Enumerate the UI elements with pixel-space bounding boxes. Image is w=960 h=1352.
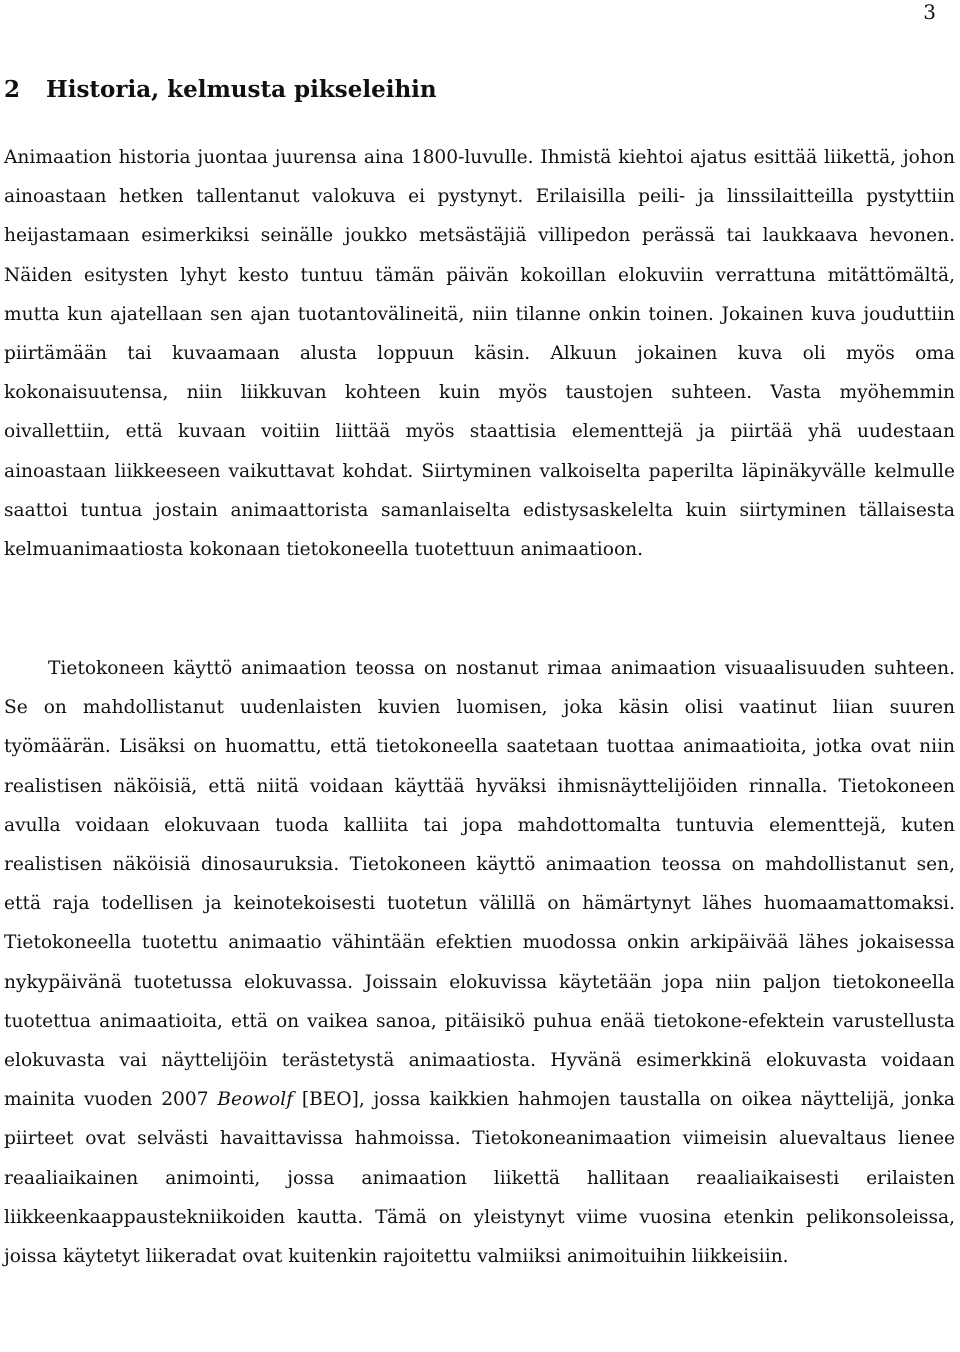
paragraph-text-end: [BEO], jossa kaikkien hahmojen taustalla on oikea näyttelijä, jonka piirteet ovat selvästi havaittavissa hahmoissa. Tietokoneanimaation viimeisin aluevaltaus lienee reaaliaikainen animointi, jossa animaation liikettä hallitaan reaaliaikaisesti erilaisten liikkeenkaappaustekniikoiden kautta. Tämä on yleistynyt viime vuosina etenkin pelikonsoleissa, joissa käytetyt liikeradat ovat kuitenkin rajoitettu valmiiksi animoituihin liikkeisiin. bbox=[4, 1089, 955, 1268]
paragraph-computer-animation bbox=[4, 649, 955, 1276]
film-title: Beowolf bbox=[217, 1089, 294, 1111]
paragraph-text-start: Tietokoneen käyttö animaation teossa on nostanut rimaa animaation visuaalisuuden suhteen. Se on mahdollistanut uudenlaisten kuvien luomisen, joka käsin olisi vaatinut liian suuren työmäärän. Lisäksi on huomattu, että tietokoneella saatetaan tuottaa animaatioita, jotka ovat niin realistisen näköisiä, että niitä voidaan käyttää hyväksi ihmisnäyttelijöiden rinnalla. Tietokoneen avulla voidaan elokuvaan tuoda kalliita tai jopa mahdottomalta tuntuvia elementtejä, kuten realistisen näköisiä dinosauruksia. Tietokoneen käyttö animaation teossa on mahdollistanut sen, että raja todellisen ja keinotekoisesti tuotetun välillä on hämärtynyt lähes huomaamattomaksi. Tietokoneella tuotettu animaatio vähintään efektien muodossa onkin arkipäivää lähes jokaisessa nykypäivänä tuotetussa elokuvassa. Joissain elokuvissa käytetään jopa niin paljon tietokoneella tuotettua animaatioita, että on vaikea sanoa, pitäisikö puhua enää tietokone-efektein varustellusta elokuvasta vai näyttelijöin terästetystä animaatiosta. Hyvänä esimerkkinä elokuvasta voidaan mainita vuoden 2007 bbox=[4, 658, 955, 1111]
chapter-number: 2 bbox=[4, 76, 21, 103]
chapter-heading bbox=[4, 72, 437, 108]
paragraph-animation-history: Animaation historia juontaa juurensa aina 1800-luvulle. Ihmistä kiehtoi ajatus esittää liikettä, johon ainoastaan hetken tallentanut valokuva ei pystynyt. Erilaisilla peili- ja linssilaitteilla pystyttiin heijastamaan esimerkiksi seinälle joukko metsästäjiä villipedon perässä tai laukkaava hevonen. Näiden esitysten lyhyt kesto tuntuu tämän päivän kokoillan elokuviin verrattuna mitättömältä, mutta kun ajatellaan sen ajan tuotantovälineitä, niin tilanne onkin toinen. Jokainen kuva jouduttiin piirtämään tai kuvaamaan alusta loppuun käsin. Alkuun jokainen kuva oli myös oma kokonaisuutensa, niin liikkuvan kohteen kuin myös taustojen suhteen. Vasta myöhemmin oivallettiin, että kuvaan voitiin liittää myös staattisia elementtejä ja piirtää yhä uudestaan ainoastaan liikkeeseen vaikuttavat kohdat. Siirtyminen valkoiselta paperilta läpinäkyvälle kelmulle saattoi tuntua jostain animaattorista samanlaiselta edistysaskelelta kuin siirtyminen tällaisesta kelmuanimaatiosta kokonaan tietokoneella tuotettuun animaatioon. bbox=[4, 147, 955, 561]
chapter-title: Historia, kelmusta pikseleihin bbox=[46, 76, 437, 103]
page-number: 3 bbox=[923, 0, 936, 24]
